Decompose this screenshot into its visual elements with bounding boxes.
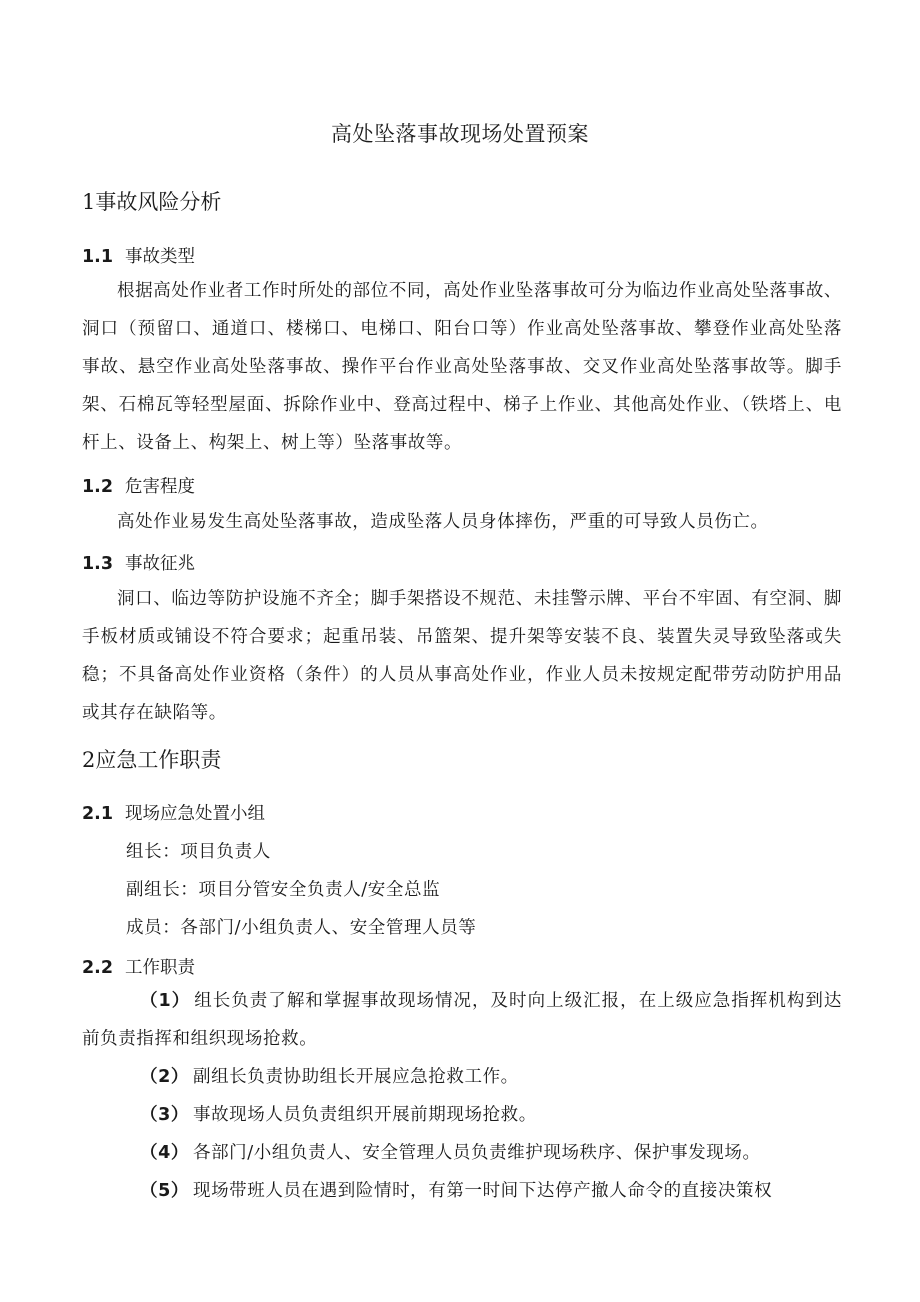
subsection-number: 1.1 bbox=[82, 247, 114, 267]
subsection-number: 2.2 bbox=[82, 958, 114, 978]
subsection-number: 1.2 bbox=[82, 477, 114, 497]
subsection-label: 危害程度 bbox=[125, 477, 196, 497]
duty-item-text: 现场带班人员在遇到险情时，有第一时间下达停产撤人命令的直接决策权 bbox=[192, 1181, 773, 1201]
subsection-label: 事故类型 bbox=[125, 247, 196, 267]
duty-item-number: （1） bbox=[140, 991, 191, 1011]
subsection-1-2-heading bbox=[82, 473, 195, 498]
duty-item-text: 组长负责了解和掌握事故现场情况，及时向上级汇报，在上级应急指挥机构到达前负责指挥和组织现场抢救。 bbox=[82, 991, 842, 1049]
subsection-1-3-heading bbox=[82, 550, 195, 575]
duty-item bbox=[82, 1172, 842, 1210]
subsection-number: 1.3 bbox=[82, 554, 114, 574]
document-title: 高处坠落事故现场处置预案 bbox=[331, 122, 589, 146]
accident-signs-paragraph: 洞口、临边等防护设施不齐全；脚手架搭设不规范、未挂警示牌、平台不牢固、有空洞、脚手板材质或铺设不符合要求；起重吊装、吊篮架、提升架等安装不良、装置失灵导致坠落或失稳；不具备高处作业资格（条件）的人员从事高处作业，作业人员未按规定配带劳动防护用品或其存在缺陷等。 bbox=[82, 589, 842, 723]
subsection-label: 工作职责 bbox=[125, 958, 196, 978]
duty-item bbox=[82, 1134, 842, 1172]
duty-item-text: 各部门/小组负责人、安全管理人员负责维护现场秩序、保护事发现场。 bbox=[192, 1143, 761, 1163]
duty-item bbox=[82, 1096, 842, 1134]
duty-item bbox=[82, 1058, 842, 1096]
subsection-number: 2.1 bbox=[82, 804, 114, 824]
duty-item-text: 副组长负责协助组长开展应急抢救工作。 bbox=[192, 1067, 519, 1087]
duty-item-number: （5） bbox=[140, 1181, 189, 1201]
team-leader-line: 组长：项目负责人 bbox=[126, 842, 271, 862]
duty-item-number: （3） bbox=[140, 1105, 189, 1125]
subsection-2-2-heading bbox=[82, 954, 195, 979]
subsection-label: 现场应急处置小组 bbox=[125, 804, 266, 824]
subsection-2-1-heading bbox=[82, 800, 265, 825]
accident-types-paragraph: 根据高处作业者工作时所处的部位不同，高处作业坠落事故可分为临边作业高处坠落事故、洞口（预留口、通道口、楼梯口、电梯口、阳台口等）作业高处坠落事故、攀登作业高处坠落事故、悬空作业高处坠落事故、操作平台作业高处坠落事故、交叉作业高处坠落事故等。脚手架、石棉瓦等轻型屋面、拆除作业中、登高过程中、梯子上作业、其他高处作业、（铁塔上、电杆上、设备上、构架上、树上等）坠落事故等。 bbox=[82, 281, 842, 453]
section-2-heading: 2应急工作职责 bbox=[82, 748, 222, 772]
duty-item-number: （2） bbox=[140, 1067, 189, 1087]
duty-item-number: （4） bbox=[140, 1143, 189, 1163]
subsection-1-1-heading bbox=[82, 243, 195, 268]
section-1-heading: 1事故风险分析 bbox=[82, 190, 222, 214]
hazard-degree-paragraph: 高处作业易发生高处坠落事故，造成坠落人员身体摔伤，严重的可导致人员伤亡。 bbox=[117, 512, 769, 532]
duty-item-text: 事故现场人员负责组织开展前期现场抢救。 bbox=[192, 1105, 537, 1125]
duty-item bbox=[82, 982, 842, 1058]
deputy-leader-line: 副组长：项目分管安全负责人/安全总监 bbox=[126, 880, 441, 900]
subsection-label: 事故征兆 bbox=[125, 554, 196, 574]
team-members-line: 成员：各部门/小组负责人、安全管理人员等 bbox=[126, 918, 477, 938]
